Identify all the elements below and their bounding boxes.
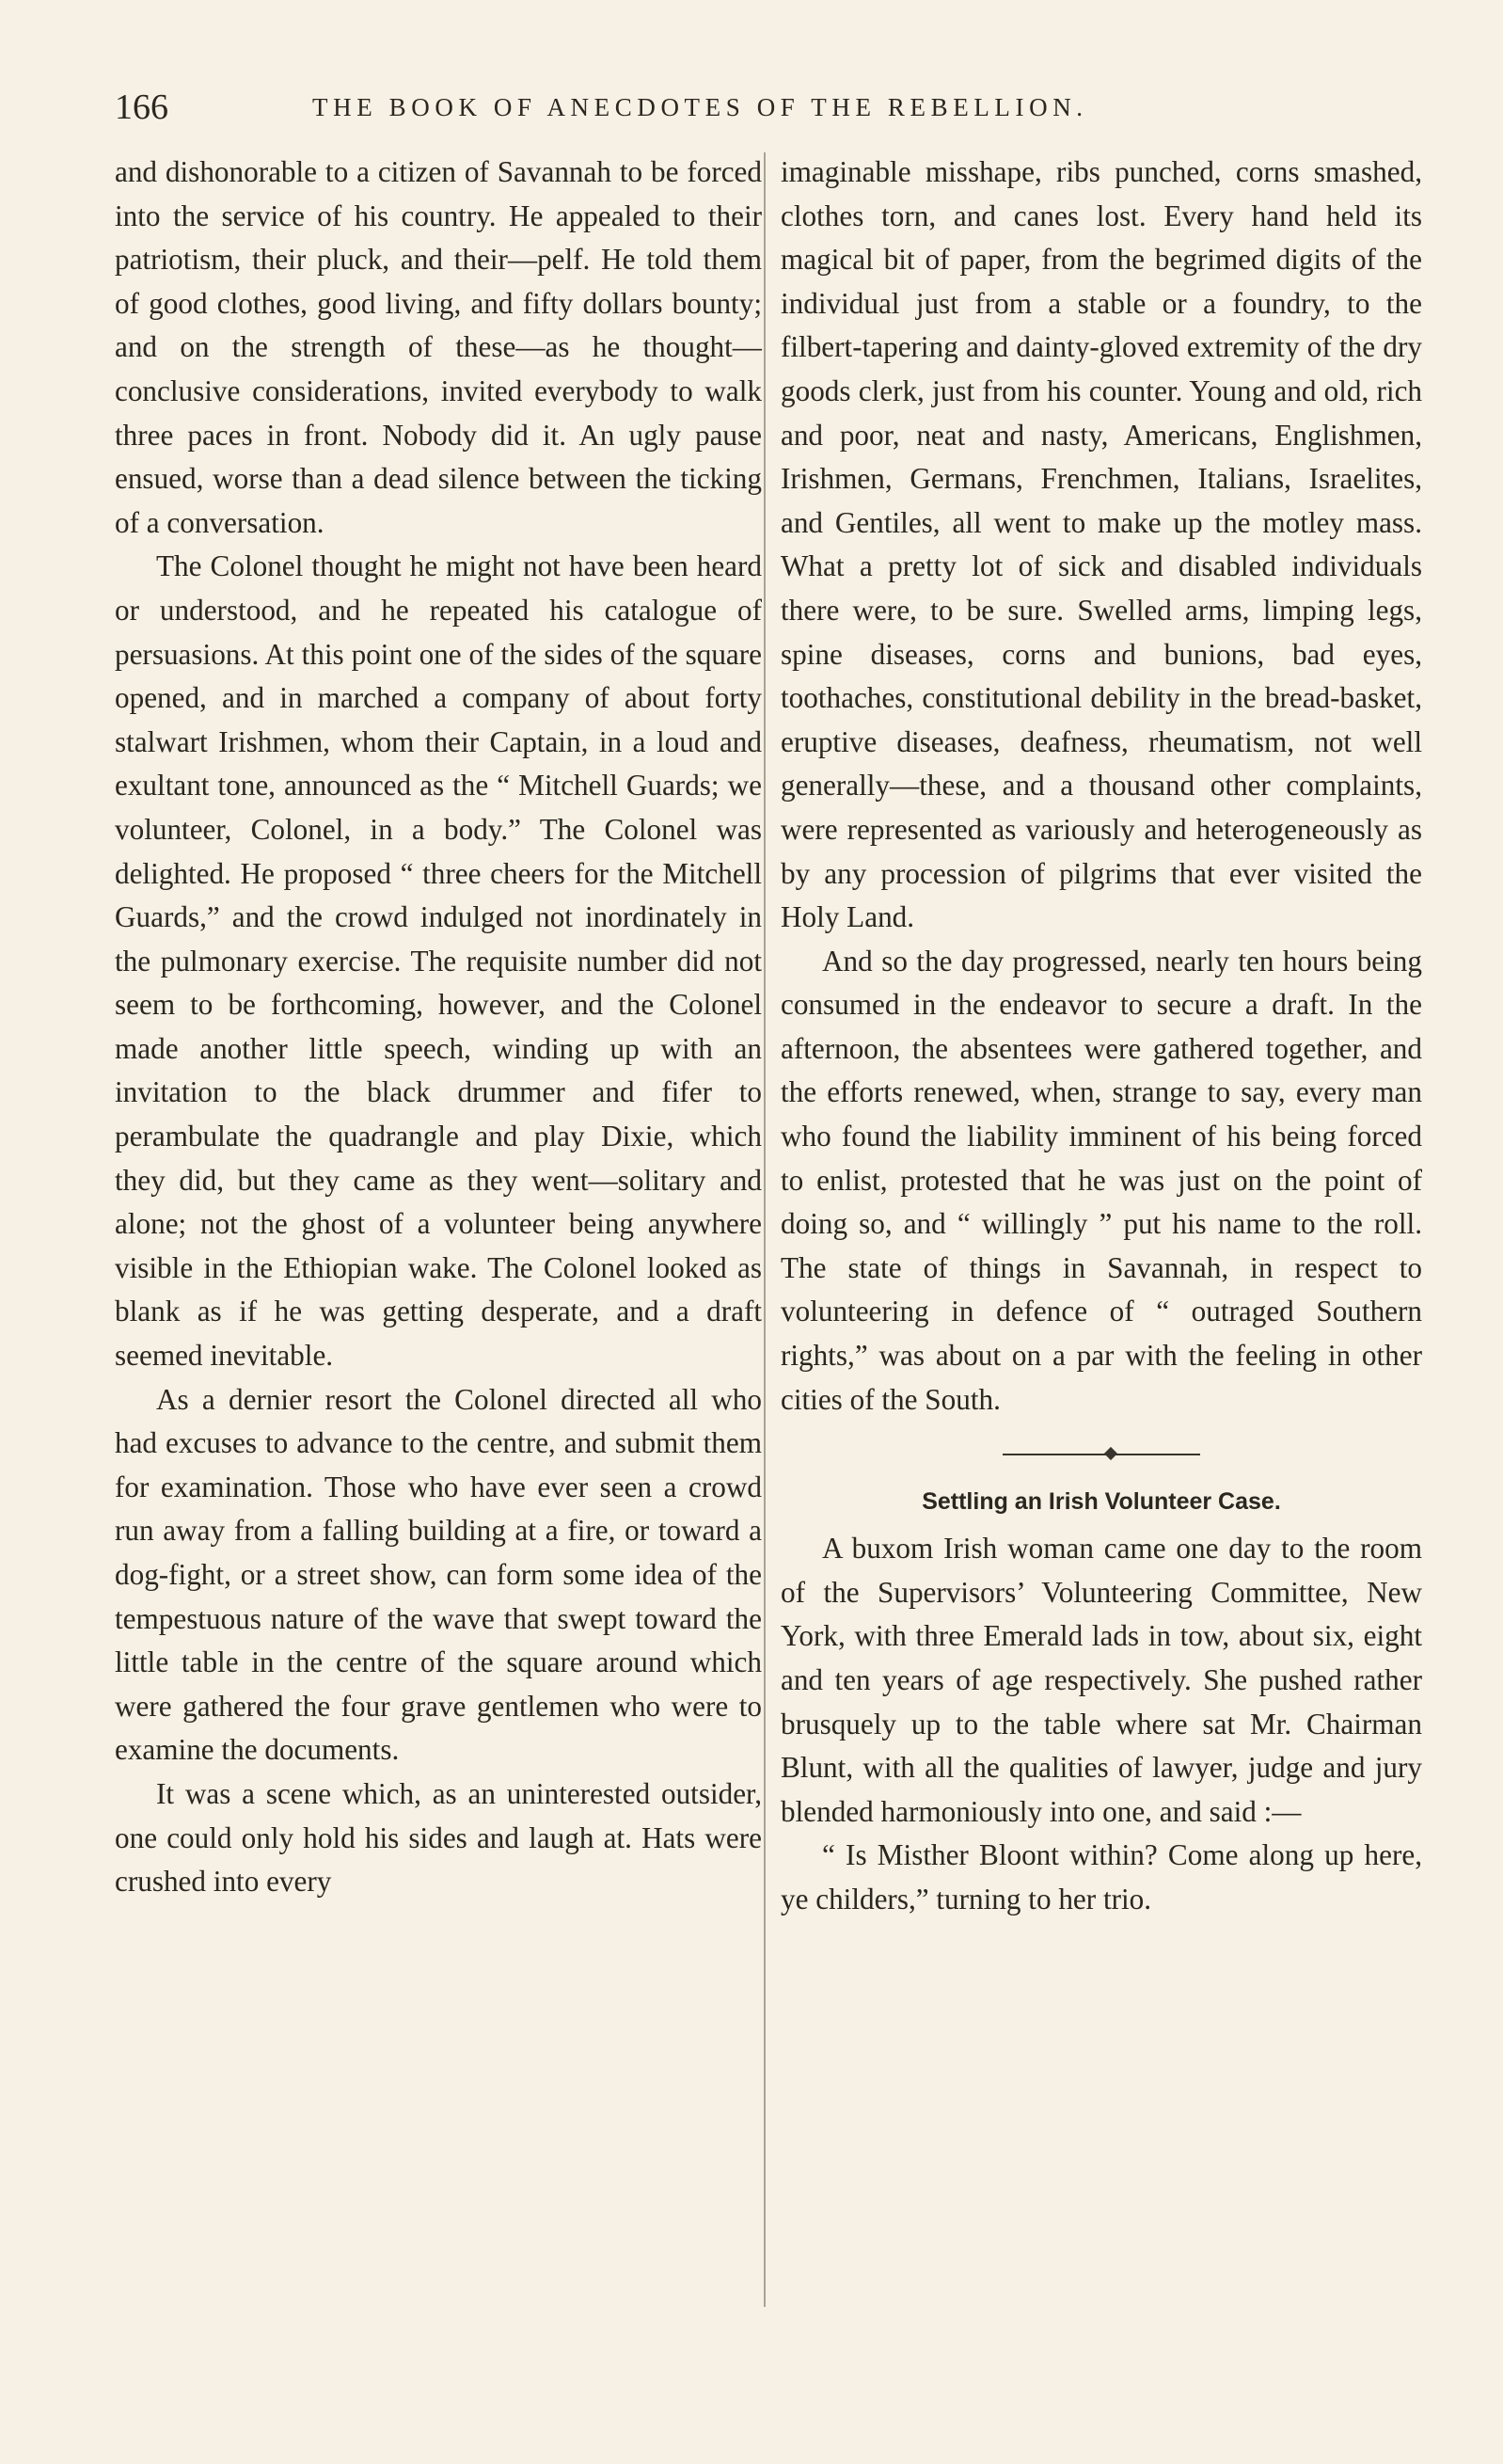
section-paragraph-2: “ Is Misther Bloont within? Come along up here, ye childers,” turning to her trio. — [781, 1838, 1422, 1916]
left-paragraph-4: It was a scene which, as an uninterested outsider, one could only hold his sides and laugh at. Hats were crushed into every — [115, 1776, 762, 1899]
page-number: 166 — [115, 87, 168, 127]
right-paragraph-1: imaginable misshape, ribs punched, corns smashed, clothes torn, and canes lost. Every hand held its magical bit of paper, from the begrimed digits of the individual just from a stable or a foundry, to the filbert-tapering and dainty-gloved extremity of the dry goods clerk, just from his counter. Young and old, rich and poor, neat and nasty, Americans, Englishmen, Irishmen, Germans, Frenchmen, Italians, Israelites, and Gentiles, all went to make up the motley mass. What a pretty lot of sick and disabled individuals there were, to be sure. Swelled arms, limping legs, spine diseases, corns and bunions, bad eyes, toothaches, constitutional debility in the bread-basket, eruptive diseases, deafness, rheumatism, not well generally—these, and a thousand other complaints, were represented as variously and heterogeneously as by any procession of pilgrims that ever visited the Holy Land. — [781, 155, 1422, 934]
left-column — [115, 151, 762, 1904]
section-heading: Settling an Irish Volunteer Case. — [922, 1488, 1281, 1516]
left-paragraph-1: and dishonorable to a citizen of Savannah to be forced into the service of his country. He appealed to their patriotism, their pluck, and their—pelf. He told them of good clothes, good living, and fifty dollars bounty; and on the strength of these—as he thought—conclusive considerations, invited everybody to walk three paces in front. Nobody did it. An ugly pause ensued, worse than a dead silence between the ticking of a conversation. — [115, 155, 762, 539]
left-paragraph-3: As a dernier resort the Colonel directed all who had excuses to advance to the centre, and submit them for examination. Those who have ever seen a crowd run away from a falling building at a fire, or toward a dog-fight, or a street show, can form some idea of the tempestuous nature of the wave that swept toward the little table in the centre of the square around which were gathered the four grave gentlemen who were to examine the documents. — [115, 1382, 762, 1767]
section-divider — [1003, 1454, 1200, 1455]
running-head: THE BOOK OF ANECDOTES OF THE REBELLION. — [312, 93, 1088, 121]
column-rule — [764, 152, 766, 2307]
right-column — [781, 151, 1422, 1922]
right-paragraph-2: And so the day progressed, nearly ten hours being consumed in the endeavor to secure a draft. In the afternoon, the absentees were gathered together, and the efforts renewed, when, strange to say, every man who found the liability imminent of his being forced to enlist, protested that he was just on the point of doing so, and “ willingly ” put his name to the roll. The state of things in Savannah, in respect to volunteering in defence of “ outraged Southern rights,” was about on a par with the feeling in other cities of the South. — [781, 944, 1422, 1416]
divider-diamond-icon — [1104, 1447, 1117, 1460]
section-paragraph-1: A buxom Irish woman came one day to the room of the Supervisors’ Volunteering Committee, New York, with three Emerald lads in tow, about six, eight and ten years of age respectively. She pushed rather brusquely up to the table where sat Mr. Chairman Blunt, with all the qualities of lawyer, judge and jury blended harmoniously into one, and said :— — [781, 1532, 1422, 1828]
left-paragraph-2: The Colonel thought he might not have been heard or understood, and he repeated his catalogue of persuasions. At this point one of the sides of the square opened, and in marched a company of about forty stalwart Irishmen, whom their Captain, in a loud and exultant tone, announced as the “ Mitchell Guards; we volunteer, Colonel, in a body.” The Colonel was delighted. He proposed “ three cheers for the Mitchell Guards,” and the crowd indulged not inordinately in the pulmonary exercise. The requisite number did not seem to be forthcoming, however, and the Colonel made another little speech, winding up with an invitation to the black drummer and fifer to perambulate the quadrangle and play Dixie, which they did, but they came as they went—solitary and alone; not the ghost of a volunteer being anywhere visible in the Ethiopian wake. The Colonel looked as blank as if he was getting desperate, and a draft seemed inevitable. — [115, 549, 762, 1373]
page-header — [115, 85, 1422, 130]
